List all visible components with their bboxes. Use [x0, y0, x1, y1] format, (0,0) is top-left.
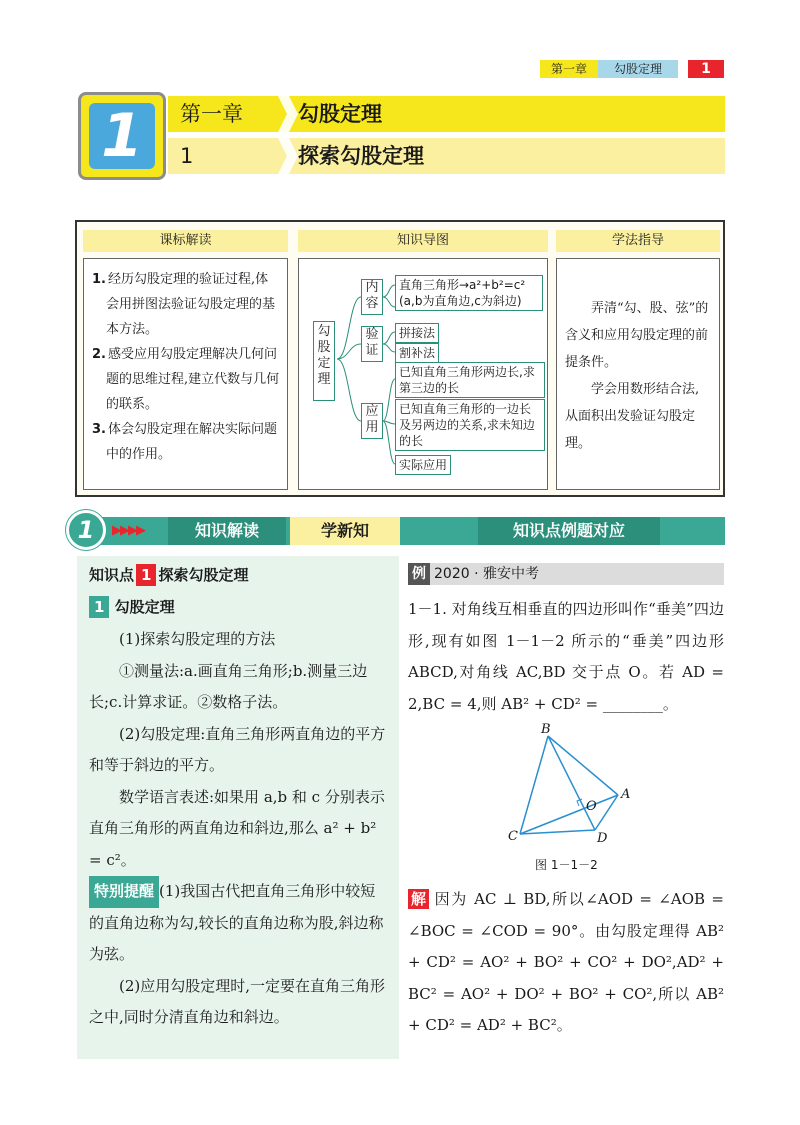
chevron-divider	[278, 96, 298, 132]
label-d: D	[597, 831, 608, 846]
knowledge-paragraph: (1)探索勾股定理的方法	[119, 630, 276, 648]
overview-box	[75, 220, 725, 497]
knowledge-paragraph: ①测量法:a.画直角三角形;b.测量三边长;c.计算求证。②数格子法。	[89, 661, 368, 711]
knowledge-point-heading: 知识点 1 探索勾股定理	[89, 566, 249, 584]
knowledge-paragraph: 数学语言表述:如果用 a,b 和 c 分别表示直角三角形的两直角边和斜边,那么 a² + b² = c²。	[89, 787, 385, 869]
tip-paragraph: 学会用数形结合法,从面积出发验证勾股定理。	[565, 382, 700, 451]
mindmap-root: 勾股定理	[313, 321, 335, 401]
chevron-divider	[278, 138, 298, 174]
tips-panel	[556, 258, 720, 490]
chapter-badge-number: 1	[89, 103, 155, 169]
header-chapter: 第一章	[540, 60, 598, 78]
strip-tab-learn: 学新知	[290, 517, 400, 545]
overview-header-tips: 学法指导	[556, 230, 720, 252]
solution-mark: 解	[408, 889, 429, 909]
tip-paragraph: 弄清“勾、股、弦”的含义和应用勾股定理的前提条件。	[565, 301, 709, 370]
section-row	[168, 138, 725, 174]
diagonal-ac	[520, 795, 618, 834]
chapter-label: 第一章	[180, 102, 243, 126]
page-number: 1	[688, 60, 724, 78]
chapter-badge	[78, 92, 166, 180]
standard-item: 2. 感受应用勾股定理解决几何问题的思维过程,建立代数与几何的联系。	[92, 347, 280, 412]
section-strip-number: 1	[66, 510, 106, 550]
example-mark: 例	[408, 563, 430, 585]
chapter-row	[168, 96, 725, 132]
mindmap-apply-2: 已知直角三角形的一边长及另两边的关系,求未知边的长	[395, 399, 545, 451]
header-section: 勾股定理	[598, 60, 678, 78]
mindmap-panel	[298, 258, 548, 490]
chapter-title: 勾股定理	[298, 102, 382, 126]
example-question: 1－1. 对角线互相垂直的四边形叫作“垂美”四边形,现有如图 1－1－2 所示的“垂美”四边形 ABCD,对角线 AC,BD 交于点 O。若 AD = 2,BC = 4,则 AB² + CD² = ________。	[408, 600, 724, 713]
diagonal-bd	[548, 736, 595, 830]
overview-header-mindmap: 知识导图	[298, 230, 548, 252]
quadrilateral-figure	[500, 718, 640, 848]
standard-item: 1. 经历勾股定理的验证过程,体会用拼图法验证勾股定理的基本方法。	[92, 272, 276, 337]
mindmap-branch-verify: 验证	[361, 326, 383, 362]
label-b: B	[541, 722, 551, 737]
segment-cd	[520, 830, 595, 834]
section-label: 1	[180, 144, 194, 168]
example-header	[408, 563, 724, 585]
overview-header-standards: 课标解读	[83, 230, 288, 252]
special-note: 特别提醒 (1)我国古代把直角三角形中较短的直角边称为勾,较长的直角边称为股,斜边称为弦。	[89, 876, 389, 971]
section-title: 探索勾股定理	[298, 144, 424, 168]
knowledge-body	[89, 624, 389, 1034]
segment-bc	[520, 736, 548, 834]
mindmap-content-note: (a,b为直角边,c为斜边)	[399, 294, 522, 308]
knowledge-paragraph: (2)勾股定理:直角三角形两直角边的平方和等于斜边的平方。	[89, 724, 386, 774]
arrow-icon: ▶▶▶▶	[112, 523, 144, 538]
label-o: O	[586, 799, 597, 814]
mindmap-branch-content: 内容	[361, 279, 383, 315]
mindmap-apply-3: 实际应用	[395, 455, 451, 475]
mindmap-verify-1: 拼接法	[395, 323, 439, 343]
label-c: C	[508, 829, 518, 844]
mindmap-content-formula: 直角三角形→a²+b²=c²	[399, 278, 526, 292]
solution-text: 因为 AC ⊥ BD,所以∠AOD = ∠AOB = ∠BOC = ∠COD = 90°。由勾股定理得 AB² + CD² = AO² + BO² + CO² + DO²,AD² + BC² = AO² + DO² + BO² + CO²,所以 AB² + CD² = AD² + BC²。	[408, 890, 724, 1034]
mindmap-branch-apply: 应用	[361, 403, 383, 439]
label-a: A	[621, 787, 631, 802]
standards-panel	[83, 258, 288, 490]
segment-ab	[548, 736, 618, 795]
example-solution	[408, 884, 724, 1042]
special-note-label: 特别提醒	[89, 876, 159, 908]
mindmap-verify-2: 割补法	[395, 343, 439, 363]
knowledge-subheading: 1 勾股定理	[89, 596, 175, 618]
knowledge-point-number: 1	[136, 564, 156, 586]
mindmap-apply-1: 已知直角三角形两边长,求第三边的长	[395, 362, 545, 398]
mindmap-content-box	[395, 275, 543, 311]
example-source: 2020 · 雅安中考	[434, 566, 539, 582]
strip-tab-examples: 知识点例题对应	[478, 517, 660, 545]
knowledge-paragraph: (2)应用勾股定理时,一定要在直角三角形之中,同时分清直角边和斜边。	[89, 976, 386, 1026]
knowledge-panel	[77, 556, 399, 1059]
figure-caption: 图 1－1－2	[535, 858, 598, 872]
standard-item: 3. 体会勾股定理在解决实际问题中的作用。	[92, 422, 277, 462]
strip-tab-knowledge: 知识解读	[168, 517, 286, 545]
knowledge-sub-number: 1	[89, 596, 109, 618]
